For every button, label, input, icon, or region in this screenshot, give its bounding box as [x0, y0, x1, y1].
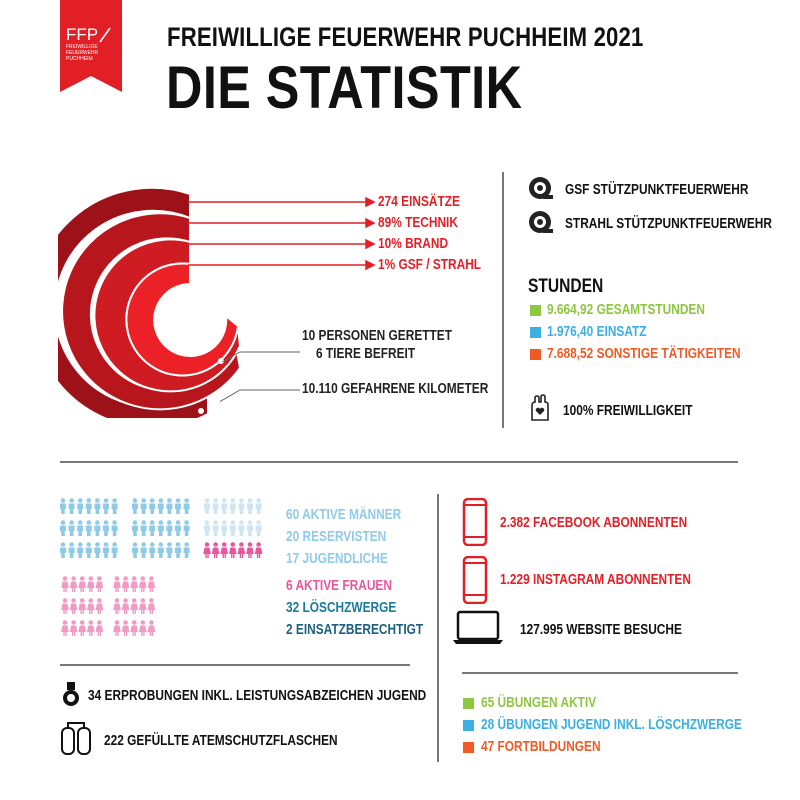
- page-subtitle: DIE STATISTIK: [166, 54, 523, 121]
- male-figure: [94, 520, 100, 536]
- erprobungen: 34 ERPROBUNGEN INKL. LEISTUNGSABZEICHEN JUGEND: [88, 688, 427, 704]
- male-figure: [69, 498, 75, 514]
- einsatz-brand: 10% BRAND: [378, 236, 449, 252]
- laptop-icon: [452, 610, 504, 646]
- leader-lines: [220, 330, 310, 420]
- legend-square-orange-2: [463, 742, 474, 753]
- female-figure: [96, 598, 104, 614]
- svg-text:FREIWILLIGE: FREIWILLIGE: [66, 44, 98, 50]
- female-figure: [122, 620, 130, 636]
- male-figure: [86, 520, 92, 536]
- female-figure: [87, 598, 95, 614]
- male-figure: [112, 520, 118, 536]
- female-figure: [148, 620, 156, 636]
- freiwilligkeit: 100% FREIWILLIGKEIT: [563, 403, 693, 419]
- male-figure: [166, 542, 172, 558]
- male-figure: [256, 498, 262, 514]
- female-figure: [96, 620, 104, 636]
- einsatz-gsf: 1% GSF / STRAHL: [378, 257, 482, 273]
- male-figure: [184, 498, 190, 514]
- male-figure: [60, 542, 66, 558]
- male-figure: [60, 520, 66, 536]
- legend-square-blue: [530, 327, 541, 338]
- female-figure: [113, 620, 121, 636]
- female-figure: [122, 598, 130, 614]
- male-figure: [230, 520, 236, 536]
- female-figure: [139, 576, 147, 592]
- rescued-animals: 6 TIERE BEFREIT: [316, 346, 416, 362]
- male-figure: [204, 498, 210, 514]
- male-figure: [132, 520, 138, 536]
- divider-middle: [60, 461, 738, 463]
- female-figure: [255, 542, 263, 558]
- male-figure: [166, 498, 172, 514]
- male-figure: [204, 520, 210, 536]
- male-figure: [158, 542, 164, 558]
- fortbildungen: 47 FORTBILDUNGEN: [481, 739, 601, 755]
- male-figure: [149, 498, 155, 514]
- male-figure: [141, 498, 147, 514]
- male-figure: [141, 520, 147, 536]
- male-figure: [221, 520, 227, 536]
- logo-text: FFP: [66, 25, 99, 44]
- female-figure: [70, 598, 78, 614]
- loeschzwerge: 32 LÖSCHZWERGE: [286, 600, 397, 616]
- heart-hand-icon: [528, 394, 552, 422]
- ffp-logo: [60, 0, 122, 92]
- female-figure: [70, 576, 78, 592]
- air-tank-icon: [60, 720, 94, 756]
- legend-square-green-2: [463, 698, 474, 709]
- male-figure: [149, 520, 155, 536]
- phone-icon-facebook: [462, 498, 488, 546]
- male-figure: [166, 520, 172, 536]
- male-figure: [184, 542, 190, 558]
- legend-square-blue-2: [463, 720, 474, 731]
- female-figure: [139, 620, 147, 636]
- jugendliche: 17 JUGENDLICHE: [286, 551, 388, 567]
- male-figure: [175, 542, 181, 558]
- female-figure: [61, 620, 69, 636]
- male-figure: [86, 498, 92, 514]
- female-figure: [229, 542, 237, 558]
- medal-icon: [62, 682, 80, 708]
- male-figure: [103, 542, 109, 558]
- einsatzberechtigt: 2 EINSATZBERECHTIGT: [286, 622, 424, 638]
- einsatz-arrows: [186, 195, 376, 275]
- svg-text:PUCHHEIM: PUCHHEIM: [66, 56, 93, 62]
- female-figure: [238, 542, 246, 558]
- stunden-einsatz: 1.976,40 EINSATZ: [547, 324, 647, 340]
- male-figure: [221, 498, 227, 514]
- kilometers: 10.110 GEFAHRENE KILOMETER: [302, 381, 489, 397]
- male-figure: [158, 520, 164, 536]
- male-figure: [69, 542, 75, 558]
- male-figure: [103, 520, 109, 536]
- male-figure: [132, 542, 138, 558]
- uebungen-jugend: 28 ÜBUNGEN JUGEND INKL. LÖSCHZWERGE: [481, 717, 742, 733]
- instagram-abonnenten: 1.229 INSTAGRAM ABONNENTEN: [500, 572, 691, 588]
- einsatz-total: 274 EINSÄTZE: [378, 194, 460, 210]
- male-figure: [112, 498, 118, 514]
- female-figure: [246, 542, 254, 558]
- female-figure: [61, 576, 69, 592]
- male-figure: [158, 498, 164, 514]
- male-figure: [184, 520, 190, 536]
- rescued-people: 10 PERSONEN GERETTET: [302, 328, 452, 344]
- phone-icon-instagram: [462, 556, 488, 604]
- gsf-label: GSF STÜTZPUNKTFEUERWEHR: [565, 182, 749, 198]
- female-figure: [70, 620, 78, 636]
- male-figure: [94, 542, 100, 558]
- female-figure: [113, 598, 121, 614]
- female-figure: [148, 598, 156, 614]
- female-figure: [78, 598, 86, 614]
- siren-icon: [528, 176, 554, 202]
- female-figure: [113, 576, 121, 592]
- male-figure: [247, 520, 253, 536]
- male-figure: [175, 498, 181, 514]
- divider-bottom-left: [60, 664, 410, 666]
- stunden-sonstige: 7.688,52 SONSTIGE TÄTIGKEITEN: [547, 346, 741, 362]
- page-title: FREIWILLIGE FEUERWEHR PUCHHEIM 2021: [167, 22, 644, 52]
- divider-bottom: [437, 494, 439, 762]
- female-figure: [203, 542, 211, 558]
- male-figure: [94, 498, 100, 514]
- male-figure: [213, 520, 219, 536]
- male-figure: [230, 498, 236, 514]
- divider-bottom-right: [462, 672, 738, 674]
- male-figure: [86, 542, 92, 558]
- male-figure: [132, 498, 138, 514]
- people-pictogram-grid: [58, 498, 272, 648]
- uebungen-aktiv: 65 ÜBUNGEN AKTIV: [481, 695, 597, 711]
- einsatz-technik: 89% TECHNIK: [378, 215, 458, 231]
- divider-top: [502, 172, 504, 428]
- male-figure: [247, 498, 253, 514]
- male-figure: [77, 520, 83, 536]
- female-figure: [122, 576, 130, 592]
- legend-square-orange: [530, 349, 541, 360]
- female-figure: [87, 576, 95, 592]
- aktive-maenner: 60 AKTIVE MÄNNER: [286, 507, 402, 523]
- male-figure: [60, 498, 66, 514]
- facebook-abonnenten: 2.382 FACEBOOK ABONNENTEN: [500, 515, 688, 531]
- stunden-heading: STUNDEN: [528, 276, 604, 297]
- female-figure: [130, 598, 138, 614]
- aktive-frauen: 6 AKTIVE FRAUEN: [286, 578, 392, 594]
- reservisten: 20 RESERVISTEN: [286, 529, 387, 545]
- male-figure: [103, 498, 109, 514]
- female-figure: [220, 542, 228, 558]
- male-figure: [77, 498, 83, 514]
- svg-text:FEUERWEHR: FEUERWEHR: [66, 50, 99, 56]
- male-figure: [238, 498, 244, 514]
- male-figure: [141, 542, 147, 558]
- female-figure: [78, 576, 86, 592]
- stunden-gesamt: 9.664,92 GESAMTSTUNDEN: [547, 302, 705, 318]
- female-figure: [130, 620, 138, 636]
- female-figure: [96, 576, 104, 592]
- strahl-label: STRAHL STÜTZPUNKTFEUERWEHR: [565, 216, 772, 232]
- female-figure: [130, 576, 138, 592]
- male-figure: [149, 542, 155, 558]
- nozzle-icon: [528, 210, 554, 236]
- female-figure: [87, 620, 95, 636]
- female-figure: [78, 620, 86, 636]
- female-figure: [212, 542, 220, 558]
- male-figure: [77, 542, 83, 558]
- female-figure: [139, 598, 147, 614]
- male-figure: [256, 520, 262, 536]
- atemschutzflaschen: 222 GEFÜLLTE ATEMSCHUTZFLASCHEN: [104, 733, 338, 749]
- male-figure: [175, 520, 181, 536]
- male-figure: [69, 520, 75, 536]
- legend-square-green: [530, 305, 541, 316]
- male-figure: [112, 542, 118, 558]
- male-figure: [213, 498, 219, 514]
- website-besuche: 127.995 WEBSITE BESUCHE: [520, 622, 682, 638]
- male-figure: [238, 520, 244, 536]
- female-figure: [61, 598, 69, 614]
- female-figure: [148, 576, 156, 592]
